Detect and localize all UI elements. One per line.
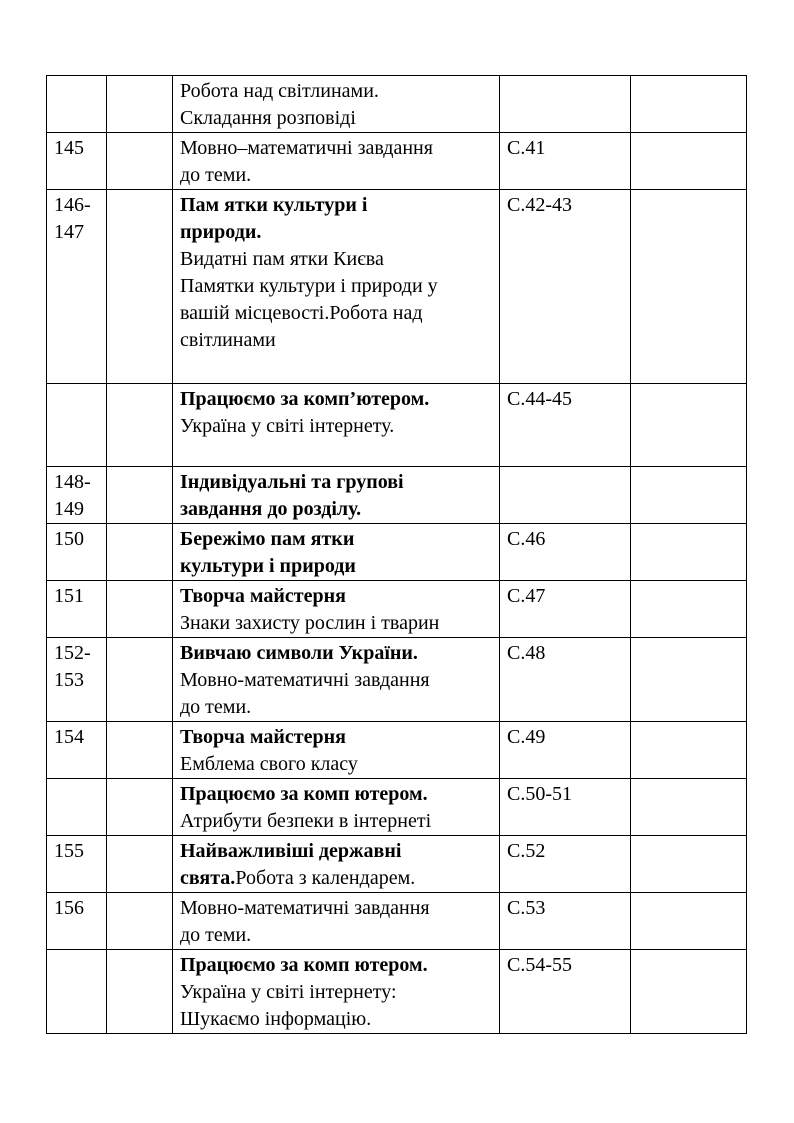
blank-cell: [107, 384, 173, 467]
table-row: [47, 836, 747, 893]
topic-text: Знаки захисту рослин і тварин: [180, 612, 440, 634]
lesson-number-line: 146-: [54, 194, 91, 216]
lesson-number-cell: 150: [47, 524, 107, 581]
topic-text: Складання розповіді: [180, 107, 356, 129]
topic-text: Робота над світлинами.: [180, 80, 379, 102]
note-cell: [631, 133, 747, 190]
blank-cell: [107, 467, 173, 524]
page-cell: С.53: [500, 893, 631, 950]
blank-cell: [107, 524, 173, 581]
page-cell: С.50-51: [500, 779, 631, 836]
topic-cell: [173, 779, 500, 836]
lesson-number-line: 149: [54, 498, 84, 520]
blank-cell: [107, 722, 173, 779]
page-cell: С.44-45: [500, 384, 631, 467]
note-cell: [631, 581, 747, 638]
lesson-number-cell: [47, 950, 107, 1034]
topic-text: світлинами: [180, 329, 276, 351]
blank-cell: [107, 893, 173, 950]
lesson-number-line: 148-: [54, 471, 91, 493]
note-cell: [631, 950, 747, 1034]
note-cell: [631, 76, 747, 133]
note-cell: [631, 893, 747, 950]
note-cell: [631, 638, 747, 722]
lesson-number-cell: [47, 779, 107, 836]
topic-text: до теми.: [180, 696, 252, 718]
note-cell: [631, 384, 747, 467]
lesson-number-cell: 154: [47, 722, 107, 779]
note-cell: [631, 467, 747, 524]
topic-heading: Творча майстерня: [180, 726, 346, 748]
lesson-number-line: 153: [54, 669, 84, 691]
topic-text: Україна у світі інтернету.: [180, 415, 395, 437]
page-cell: С.42-43: [500, 190, 631, 384]
topic-heading: Вивчаю символи України.: [180, 642, 418, 664]
topic-text: Видатні пам ятки Києва: [180, 248, 384, 270]
topic-cell: [173, 836, 500, 893]
topic-cell: [173, 133, 500, 190]
topic-heading: Працюємо за комп ютером.: [180, 783, 428, 805]
page-cell: С.48: [500, 638, 631, 722]
table-row: [47, 76, 747, 133]
table-row: [47, 779, 747, 836]
topic-cell: [173, 581, 500, 638]
table-row: [47, 467, 747, 524]
blank-cell: [107, 779, 173, 836]
lesson-number-cell: 145: [47, 133, 107, 190]
page-cell: [500, 467, 631, 524]
page-cell: С.46: [500, 524, 631, 581]
lesson-number-line: 152-: [54, 642, 91, 664]
table-row: [47, 190, 747, 384]
topic-text: Мовно-математичні завдання: [180, 669, 430, 691]
topic-text: до теми.: [180, 924, 252, 946]
lesson-number-cell: [47, 467, 107, 524]
topic-heading: Працюємо за комп ютером.: [180, 954, 428, 976]
topic-heading: культури і природи: [180, 555, 356, 577]
note-cell: [631, 779, 747, 836]
topic-text: [180, 865, 493, 892]
blank-cell: [107, 76, 173, 133]
topic-cell: [173, 950, 500, 1034]
page-cell: С.52: [500, 836, 631, 893]
topic-cell: [173, 722, 500, 779]
topic-text: Емблема свого класу: [180, 753, 358, 775]
blank-cell: [107, 133, 173, 190]
blank-cell: [107, 638, 173, 722]
topic-heading: Творча майстерня: [180, 585, 346, 607]
table-row: [47, 893, 747, 950]
topic-text: Мовно–математичні завдання: [180, 137, 433, 159]
lesson-plan-table: [46, 75, 747, 1034]
page-cell: С.41: [500, 133, 631, 190]
table-row: [47, 722, 747, 779]
topic-heading: Працюємо за комп’ютером.: [180, 388, 430, 410]
topic-text: Мовно-математичні завдання: [180, 897, 430, 919]
topic-heading: завдання до розділу.: [180, 498, 362, 520]
topic-text: Україна у світі інтернету:: [180, 981, 397, 1003]
lesson-number-cell: [47, 190, 107, 384]
note-cell: [631, 190, 747, 384]
topic-cell: [173, 893, 500, 950]
topic-text: Шукаємо інформацію.: [180, 1008, 372, 1030]
blank-cell: [107, 836, 173, 893]
topic-heading: Індивідуальні та групові: [180, 471, 404, 493]
note-cell: [631, 524, 747, 581]
topic-heading: Бережімо пам ятки: [180, 528, 355, 550]
lesson-number-cell: 151: [47, 581, 107, 638]
table-row: [47, 581, 747, 638]
page-cell: С.54-55: [500, 950, 631, 1034]
page-cell: С.47: [500, 581, 631, 638]
blank-cell: [107, 581, 173, 638]
lesson-number-cell: [47, 638, 107, 722]
topic-cell: [173, 638, 500, 722]
topic-text: Атрибути безпеки в інтернеті: [180, 810, 432, 832]
lesson-number-cell: 155: [47, 836, 107, 893]
topic-text: до теми.: [180, 164, 252, 186]
topic-cell: [173, 524, 500, 581]
topic-cell: [173, 190, 500, 384]
topic-cell: [173, 76, 500, 133]
note-cell: [631, 836, 747, 893]
topic-heading-inline: свята.: [180, 867, 236, 889]
lesson-number-cell: [47, 76, 107, 133]
topic-cell: [173, 467, 500, 524]
topic-heading: Найважливіші державні: [180, 840, 402, 862]
lesson-number-cell: 156: [47, 893, 107, 950]
table-row: [47, 384, 747, 467]
blank-cell: [107, 950, 173, 1034]
topic-text: Памятки культури і природи у: [180, 275, 438, 297]
blank-cell: [107, 190, 173, 384]
note-cell: [631, 722, 747, 779]
page-cell: [500, 76, 631, 133]
topic-heading: Пам ятки культури і: [180, 194, 368, 216]
table-row: [47, 524, 747, 581]
topic-text: вашій місцевості.Робота над: [180, 302, 423, 324]
page-cell: С.49: [500, 722, 631, 779]
topic-text-inline: Робота з календарем.: [235, 867, 416, 889]
topic-cell: [173, 384, 500, 467]
lesson-number-cell: [47, 384, 107, 467]
table-row: [47, 950, 747, 1034]
table-row: [47, 133, 747, 190]
topic-heading: природи.: [180, 221, 262, 243]
lesson-number-line: 147: [54, 221, 84, 243]
table-row: [47, 638, 747, 722]
